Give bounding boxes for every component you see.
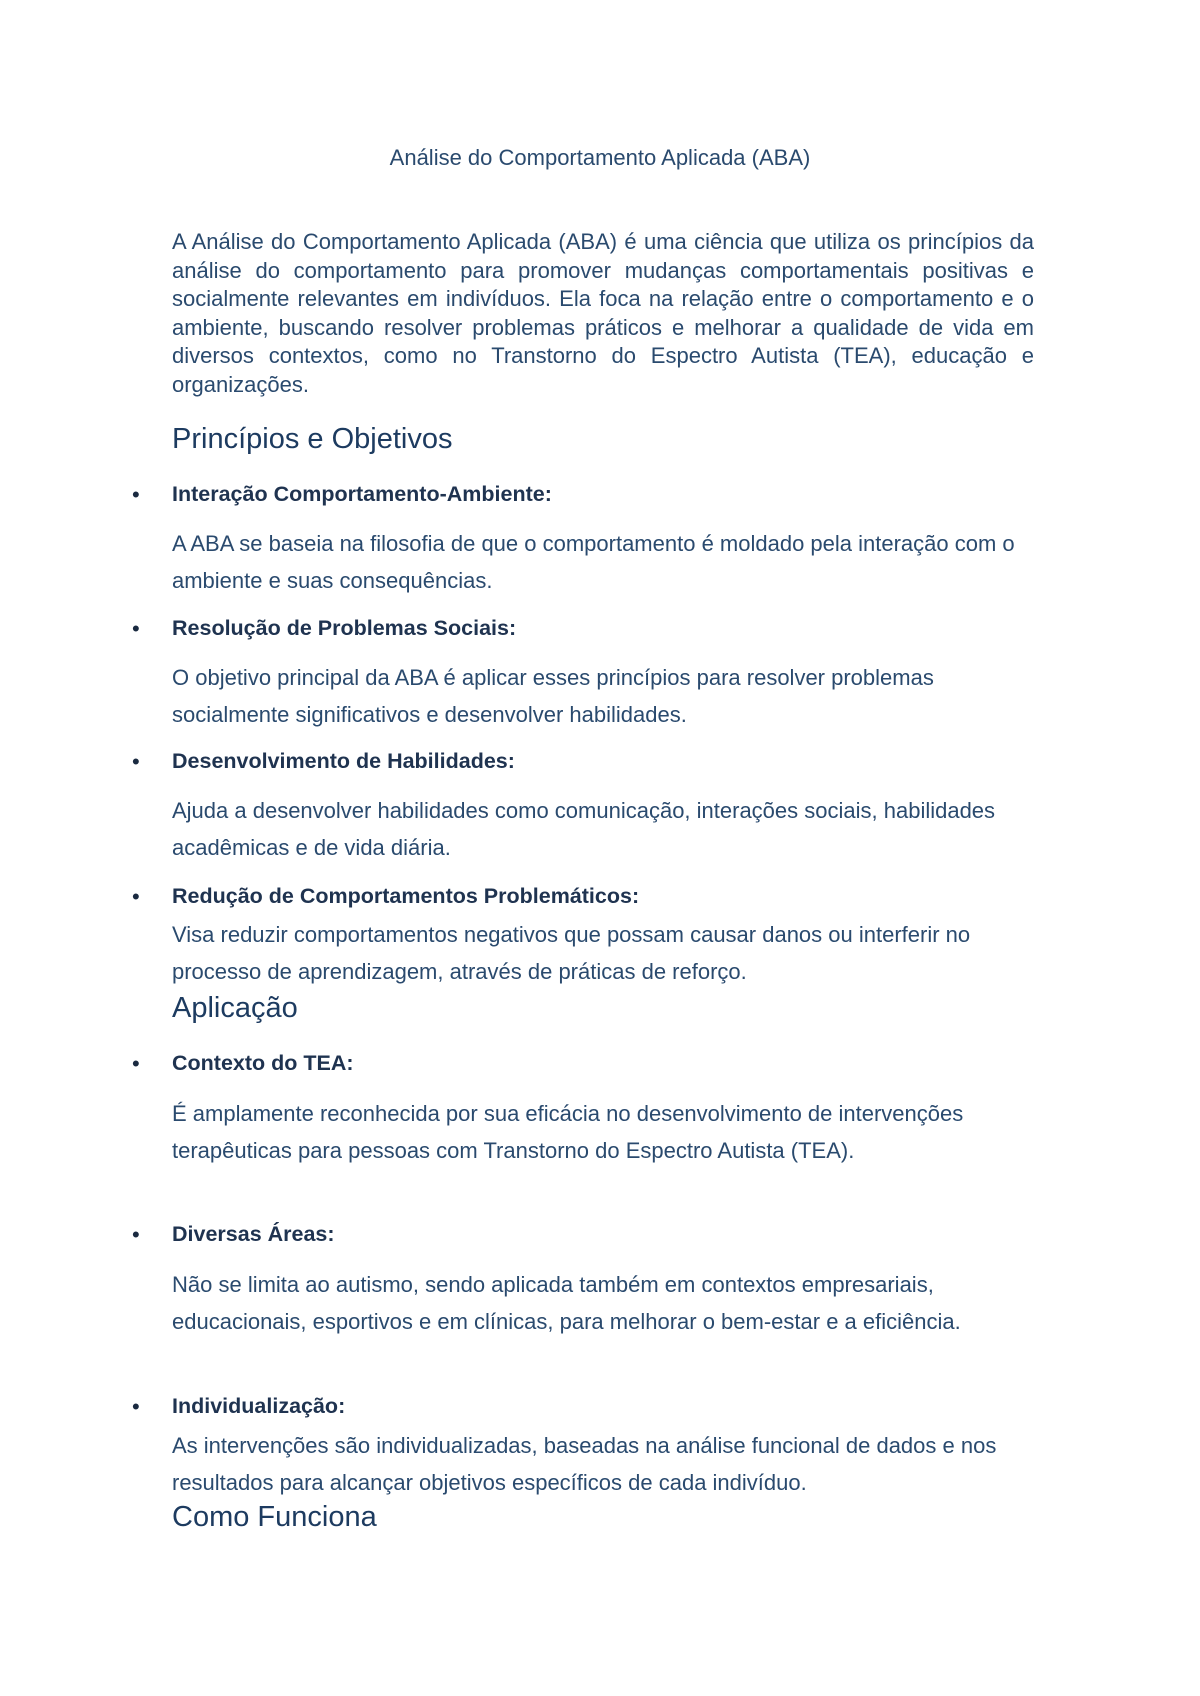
item-title-resolucao: Resolução de Problemas Sociais: — [172, 616, 517, 640]
item-title-desenvolvimento: Desenvolvimento de Habilidades: — [172, 749, 515, 773]
section-heading-principios: Princípios e Objetivos — [172, 423, 453, 455]
bullet-icon: • — [132, 1222, 140, 1247]
item-title-interacao: Interação Comportamento-Ambiente: — [172, 482, 552, 506]
section-heading-como-funciona: Como Funciona — [172, 1501, 377, 1533]
bullet-icon: • — [132, 616, 140, 641]
item-description-contexto-tea: É amplamente reconhecida por sua eficácia no desenvolvimento de intervenções terapêuticas para pessoas com Transtorno do Espectro Autista (TEA). — [172, 1101, 964, 1163]
bullet-icon: • — [132, 1394, 140, 1419]
document-title: Análise do Comportamento Aplicada (ABA) — [389, 145, 811, 170]
item-description-interacao: A ABA se baseia na filosofia de que o comportamento é moldado pela interação com o ambiente e suas consequências. — [172, 531, 1015, 593]
bullet-icon: • — [132, 884, 140, 909]
item-title-contexto-tea: Contexto do TEA: — [172, 1051, 354, 1075]
item-description-individualizacao: As intervenções são individualizadas, baseadas na análise funcional de dados e nos resultados para alcançar objetivos específicos de cada indivíduo. — [172, 1433, 997, 1495]
bullet-icon: • — [132, 749, 140, 774]
item-title-diversas-areas: Diversas Áreas: — [172, 1222, 335, 1246]
bullet-icon: • — [132, 1051, 140, 1076]
item-description-resolucao: O objetivo principal da ABA é aplicar esses princípios para resolver problemas socialmente significativos e desenvolver habilidades. — [172, 665, 934, 727]
item-description-diversas-areas: Não se limita ao autismo, sendo aplicada também em contextos empresariais, educacionais, esportivos e em clínicas, para melhorar o bem-estar e a eficiência. — [172, 1272, 961, 1334]
section-heading-aplicacao: Aplicação — [172, 992, 298, 1024]
item-description-reducao: Visa reduzir comportamentos negativos que possam causar danos ou interferir no processo de aprendizagem, através de práticas de reforço. — [172, 922, 971, 984]
item-title-individualizacao: Individualização: — [172, 1394, 346, 1418]
item-description-desenvolvimento: Ajuda a desenvolver habilidades como comunicação, interações sociais, habilidades acadêmicas e de vida diária. — [172, 798, 996, 860]
intro-paragraph: A Análise do Comportamento Aplicada (ABA) é uma ciência que utiliza os princípios da análise do comportamento para promover mudanças comportamentais positivas e socialmente relevantes em indivíduos. Ela foca na relação entre o comportamento e o ambiente, buscando resolver problemas práticos e melhorar a qualidade de vida em diversos contextos, como no Transtorno do Espectro Autista (TEA), educação e organizações. — [172, 229, 1034, 397]
item-title-reducao: Redução de Comportamentos Problemáticos: — [172, 884, 640, 908]
bullet-icon: • — [132, 482, 140, 507]
